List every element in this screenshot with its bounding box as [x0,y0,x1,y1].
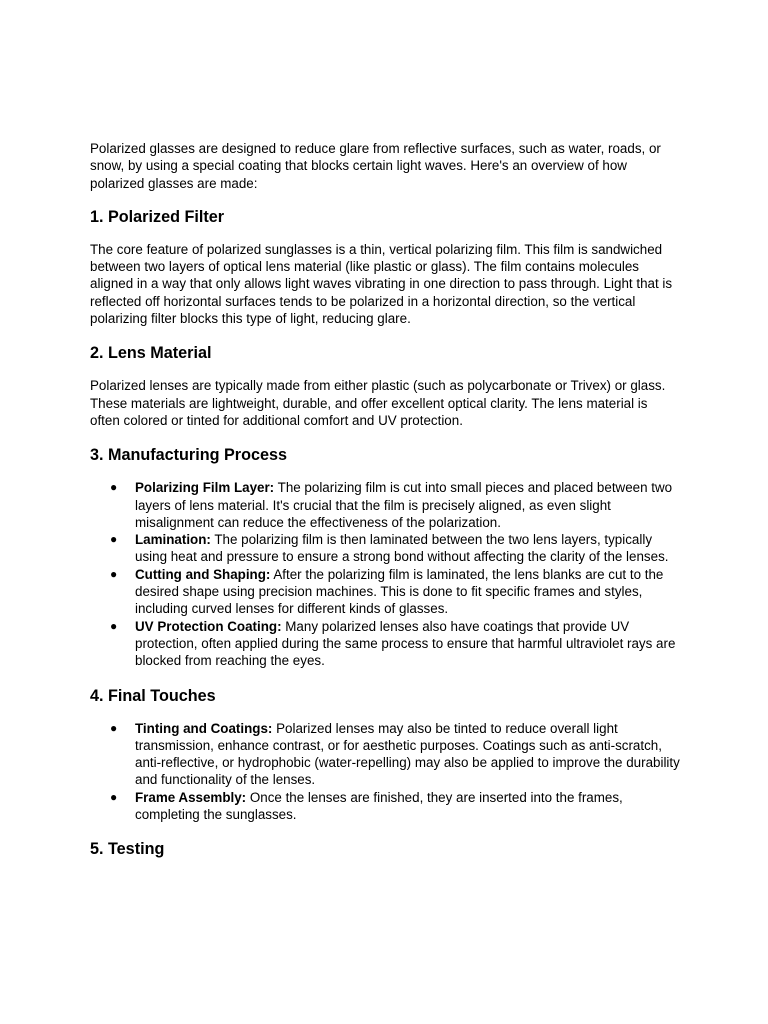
list-item [90,531,680,566]
section-heading-lens-material: 2. Lens Material [90,344,212,363]
list-item-text: Once the lenses are finished, they are inserted into the frames, completing the sunglasses. [135,789,623,823]
bullet-icon: ● [110,480,118,495]
section-heading-manufacturing-process: 3. Manufacturing Process [90,446,288,465]
document-page [90,140,680,859]
bullet-icon: ● [110,566,118,581]
list-item-lead: UV Protection Coating: [135,618,282,634]
list-item-lead: Cutting and Shaping: [135,566,271,582]
list-item-lead: Frame Assembly: [135,789,247,805]
section-heading-testing: 5. Testing [90,840,165,859]
list-item-lead: Tinting and Coatings: [135,720,273,736]
final-touches-list [90,720,680,824]
list-item-text: Polarized lenses may also be tinted to reduce overall light transmission, enhance contrast, or for aesthetic purposes. Coatings such as anti-scratch, anti-reflective, or hydrophobic (water-repelling) may also be applied to improve the durability and functionality of the lenses. [135,720,680,788]
list-item [90,479,680,531]
bullet-icon: ● [110,532,118,547]
section-heading-polarized-filter: 1. Polarized Filter [90,207,225,226]
list-item-text: After the polarizing film is laminated, the lens blanks are cut to the desired shape using precision machines. This is done to fit specific frames and styles, including curved lenses for different kinds of glasses. [135,566,664,617]
list-item-lead: Polarizing Film Layer: [135,480,275,496]
list-item-lead: Lamination: [135,532,211,548]
intro-paragraph: Polarized glasses are designed to reduce glare from reflective surfaces, such as water, roads, or snow, by using a special coating that blocks certain light waves. Here's an overview of how polarized glasses are made: [90,141,661,191]
list-item-text: The polarizing film is then laminated between the two lens layers, typically using heat and pressure to ensure a strong bond without affecting the clarity of the lenses. [135,532,669,565]
list-item [90,720,680,789]
bullet-icon: ● [110,720,118,735]
list-item [90,618,680,670]
section-heading-final-touches: 4. Final Touches [90,686,216,705]
section-paragraph-polarized-filter: The core feature of polarized sunglasses is a thin, vertical polarizing film. This film is sandwiched between two layers of optical lens material (like plastic or glass). The film contains molecules aligned in a way that only allows light waves vibrating in one direction to pass through. Light that is reflected off horizontal surfaces tends to be polarized in a horizontal direction, so the vertical polarizing filter blocks this type of light, reducing glare. [90,241,673,327]
bullet-icon: ● [110,789,118,804]
list-item-text: The polarizing film is cut into small pieces and placed between two layers of lens material. It's crucial that the film is precisely aligned, as even slight misalignment can reduce the effectiveness of the polarization. [135,480,673,530]
bullet-icon: ● [110,618,118,633]
list-item [90,566,680,618]
section-paragraph-lens-material: Polarized lenses are typically made from either plastic (such as polycarbonate or Trivex) or glass. These materials are lightweight, durable, and offer excellent optical clarity. The lens material is often colored or tinted for additional comfort and UV protection. [90,378,666,428]
manufacturing-process-list [90,479,680,669]
list-item [90,789,680,824]
list-item-text: Many polarized lenses also have coatings that provide UV protection, often applied during the same process to ensure that harmful ultraviolet rays are blocked from reaching the eyes. [135,618,676,669]
